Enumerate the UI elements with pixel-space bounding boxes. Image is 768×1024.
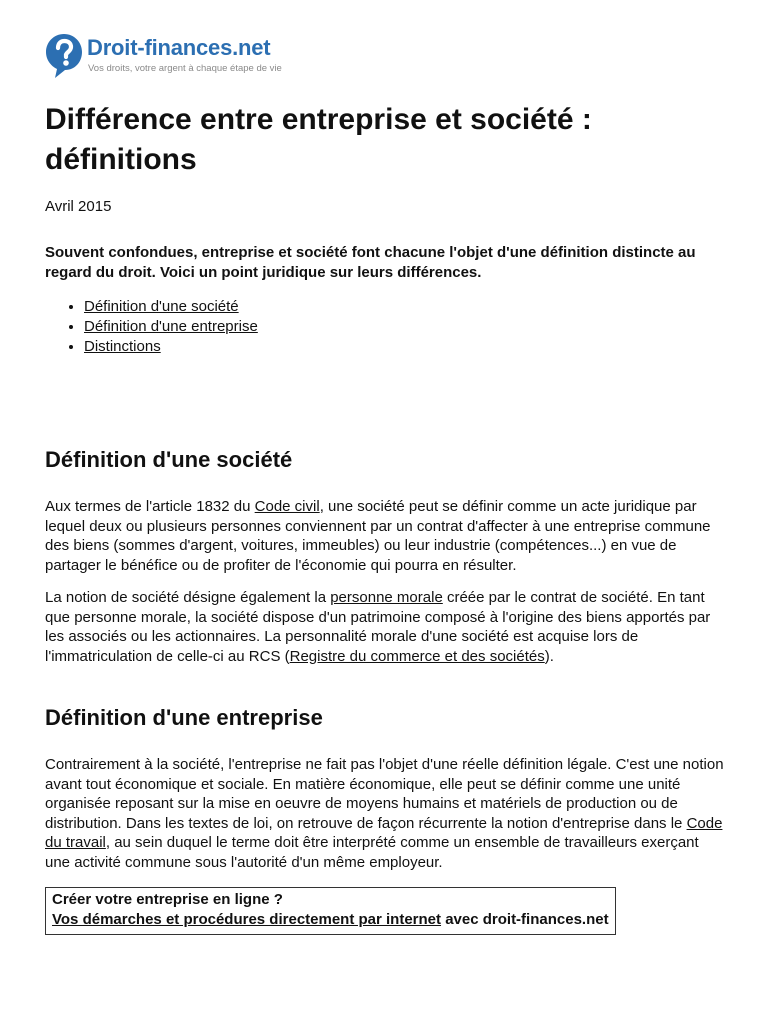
paragraph: [45, 588, 725, 666]
site-tagline: Vos droits, votre argent à chaque étape de vie: [88, 63, 282, 74]
code-du-travail-link[interactable]: Code du travail: [45, 814, 723, 851]
promo-box: [45, 887, 616, 935]
text-span: Aux termes de l'article 1832 du: [45, 498, 255, 515]
paragraph: [45, 755, 725, 872]
promo-title: Créer votre entreprise en ligne ?: [52, 891, 283, 908]
article: [45, 100, 725, 935]
text-span: ).: [544, 647, 554, 665]
lead-paragraph: Souvent confondues, entreprise et société font chacune l'objet d'une définition distincte au regard du droit. Voici un point juridique sur leurs différences.: [45, 244, 696, 281]
text-span: , au sein duquel le terme doit être interprété comme un ensemble de travailleurs exerçant une activité commune sous l'autorité d'un même employeur.: [45, 834, 699, 871]
toc-link-distinctions[interactable]: Distinctions: [84, 338, 161, 355]
site-name: Droit-finances.net: [87, 35, 271, 60]
question-bubble-icon: [45, 33, 83, 79]
registre-commerce-link[interactable]: Registre du commerce et des sociétés: [289, 647, 545, 665]
page-title: Différence entre entreprise et société : définitions: [45, 103, 592, 176]
table-of-contents: [45, 297, 725, 357]
section-heading-entreprise: Définition d'une entreprise: [45, 705, 323, 730]
paragraph: [45, 497, 725, 575]
toc-link-entreprise[interactable]: Définition d'une entreprise: [84, 318, 258, 335]
text-span: créée par le contrat de société. En tant que personne morale, la société dispose d'un patrimoine composé à l'origine des biens apportés par les associés ou les actionnaires. La personnalité morale d'une société est acquise lors de l'immatriculation de celle-ci au RCS (: [45, 589, 711, 665]
promo-text: avec droit-finances.net: [441, 911, 609, 928]
section-heading-societe: Définition d'une société: [45, 447, 293, 472]
publication-date: Avril 2015: [45, 198, 112, 215]
text-span: La notion de société désigne également la: [45, 589, 331, 606]
toc-item: [84, 317, 725, 337]
code-civil-link[interactable]: Code civil: [254, 498, 320, 515]
toc-item: [84, 297, 725, 317]
toc-item: [84, 337, 725, 357]
promo-line: [52, 910, 609, 930]
toc-link-societe[interactable]: Définition d'une société: [84, 298, 239, 315]
promo-link[interactable]: Vos démarches et procédures directement par internet: [52, 911, 442, 928]
text-span: Contrairement à la société, l'entreprise ne fait pas l'objet d'une réelle définition légale. C'est une notion avant tout économique et sociale. En matière économique, elle peut se définir comme une unité organisée reposant sur la mise en oeuvre de moyens humains et matériels de production ou de distribution. Dans les textes de loi, on retrouve de façon récurrente la notion d'entreprise dans le: [45, 756, 724, 832]
text-span: , une société peut se définir comme un acte juridique par lequel deux ou plusieurs personnes conviennent par un contrat d'affecter à une entreprise commune des biens (sommes d'argent, voitures, immeubles) ou leur industrie (compétences...) en vue de partager le bénéfice ou de profiter de l'économie qui pourra en résulter.: [45, 498, 711, 574]
personne-morale-link[interactable]: personne morale: [330, 589, 443, 606]
